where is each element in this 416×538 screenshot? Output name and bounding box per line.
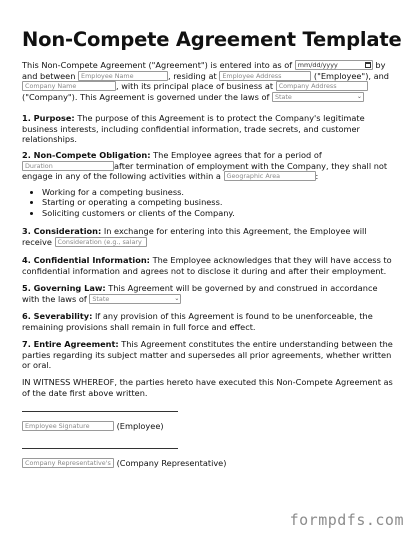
agreement-date-field[interactable] <box>295 60 373 70</box>
company-signature-line <box>22 448 178 449</box>
severability-heading: 6. Severability: <box>22 311 93 321</box>
consideration-heading: 3. Consideration: <box>22 226 102 236</box>
intro-text-4: , residing at <box>168 70 217 81</box>
page-title: Non-Compete Agreement Template <box>22 28 402 51</box>
obligation-heading: 2. Non-Compete Obligation: <box>22 150 151 160</box>
section-confidential <box>22 255 396 276</box>
entire-heading: 7. Entire Agreement: <box>22 339 119 349</box>
governing-law-state-select[interactable] <box>89 294 181 304</box>
intro-text-6: , with its principal place of business at <box>116 81 274 92</box>
geographic-area-field[interactable]: Geographic Area <box>224 171 316 181</box>
governing-heading: 5. Governing Law: <box>22 283 106 293</box>
section-entire-agreement <box>22 339 396 371</box>
purpose-text: The purpose of this Agreement is to protect the Company's legitimate business interests, including confidential information, trade secrets, and customer relationships. <box>22 113 365 145</box>
obligation-text-4: : <box>315 171 319 182</box>
intro-text-7: ("Company"). This Agreement is governed under the laws of <box>22 91 270 102</box>
footer-watermark: formpdfs.com <box>289 511 404 529</box>
company-name-field[interactable]: Company Name <box>22 81 116 91</box>
state-placeholder: State <box>92 294 110 303</box>
company-signature-row <box>22 458 396 469</box>
governing-text-1: This Agreement will be governed by and construed in accordance <box>108 283 378 293</box>
confidential-text: The Employee acknowledges that they will have access to confidential information and agrees not to disclose it during and after their employment. <box>22 255 392 276</box>
section-obligation <box>22 150 396 219</box>
list-item: • Working for a competing business. <box>42 187 396 198</box>
section-consideration <box>22 226 396 247</box>
entire-text: This Agreement constitutes the entire understanding between the parties regarding its subject matter and supersedes all prior agreements, whether written or oral. <box>22 339 393 371</box>
severability-text: If any provision of this Agreement is found to be unenforceable, the remaining provisions shall remain in full force and effect. <box>22 311 373 332</box>
chevron-down-icon: ⌄ <box>174 294 180 302</box>
consideration-text-1: In exchange for entering into this Agreement, the Employee will <box>103 226 367 236</box>
intro-text-5: ("Employee"), and <box>313 70 390 81</box>
employee-signature-label: (Employee) <box>116 421 164 431</box>
list-item: • Soliciting customers or clients of the Company. <box>42 208 396 219</box>
duration-field[interactable]: Duration <box>22 161 114 171</box>
date-placeholder: mm/dd/yyyy <box>297 61 338 69</box>
confidential-heading: 4. Confidential Information: <box>22 255 150 265</box>
employee-signature-field[interactable]: Employee Signature <box>22 421 114 431</box>
state-placeholder: State <box>274 92 292 101</box>
chevron-down-icon: ⌄ <box>356 92 362 100</box>
consideration-text-2: receive <box>22 236 52 247</box>
activities-list <box>22 187 396 219</box>
employee-signature-row <box>22 421 396 432</box>
obligation-text-3: engage in any of the following activities within a <box>22 171 221 182</box>
calendar-icon <box>365 62 371 68</box>
section-governing-law <box>22 283 396 304</box>
obligation-text-1: The Employee agrees that for a period of <box>153 150 322 160</box>
governing-state-select[interactable] <box>272 92 364 102</box>
company-signature-label: (Company Representative) <box>116 458 227 468</box>
obligation-text-2: after termination of employment with the Company, they shall not <box>114 160 388 171</box>
employee-address-field[interactable]: Employee Address <box>219 71 311 81</box>
list-item: • Starting or operating a competing business. <box>42 197 396 208</box>
intro-text-3: and between <box>22 70 76 81</box>
section-purpose <box>22 113 396 145</box>
employee-name-field[interactable]: Employee Name <box>78 71 168 81</box>
company-address-field[interactable]: Company Address <box>276 81 368 91</box>
witness-paragraph: IN WITNESS WHEREOF, the parties hereto have executed this Non-Compete Agreement as of the date first above written. <box>22 377 393 398</box>
governing-text-2: with the laws of <box>22 293 87 304</box>
intro-text-1: This Non-Compete Agreement ("Agreement") is entered into as of <box>22 60 293 70</box>
intro-paragraph <box>22 60 396 102</box>
purpose-heading: 1. Purpose: <box>22 113 75 123</box>
intro-text-2: by <box>375 60 386 70</box>
section-severability <box>22 311 396 332</box>
company-representative-signature-field[interactable]: Company Representative's <box>22 458 114 468</box>
employee-signature-line <box>22 411 178 412</box>
consideration-field[interactable]: Consideration (e.g., salary <box>55 237 147 247</box>
